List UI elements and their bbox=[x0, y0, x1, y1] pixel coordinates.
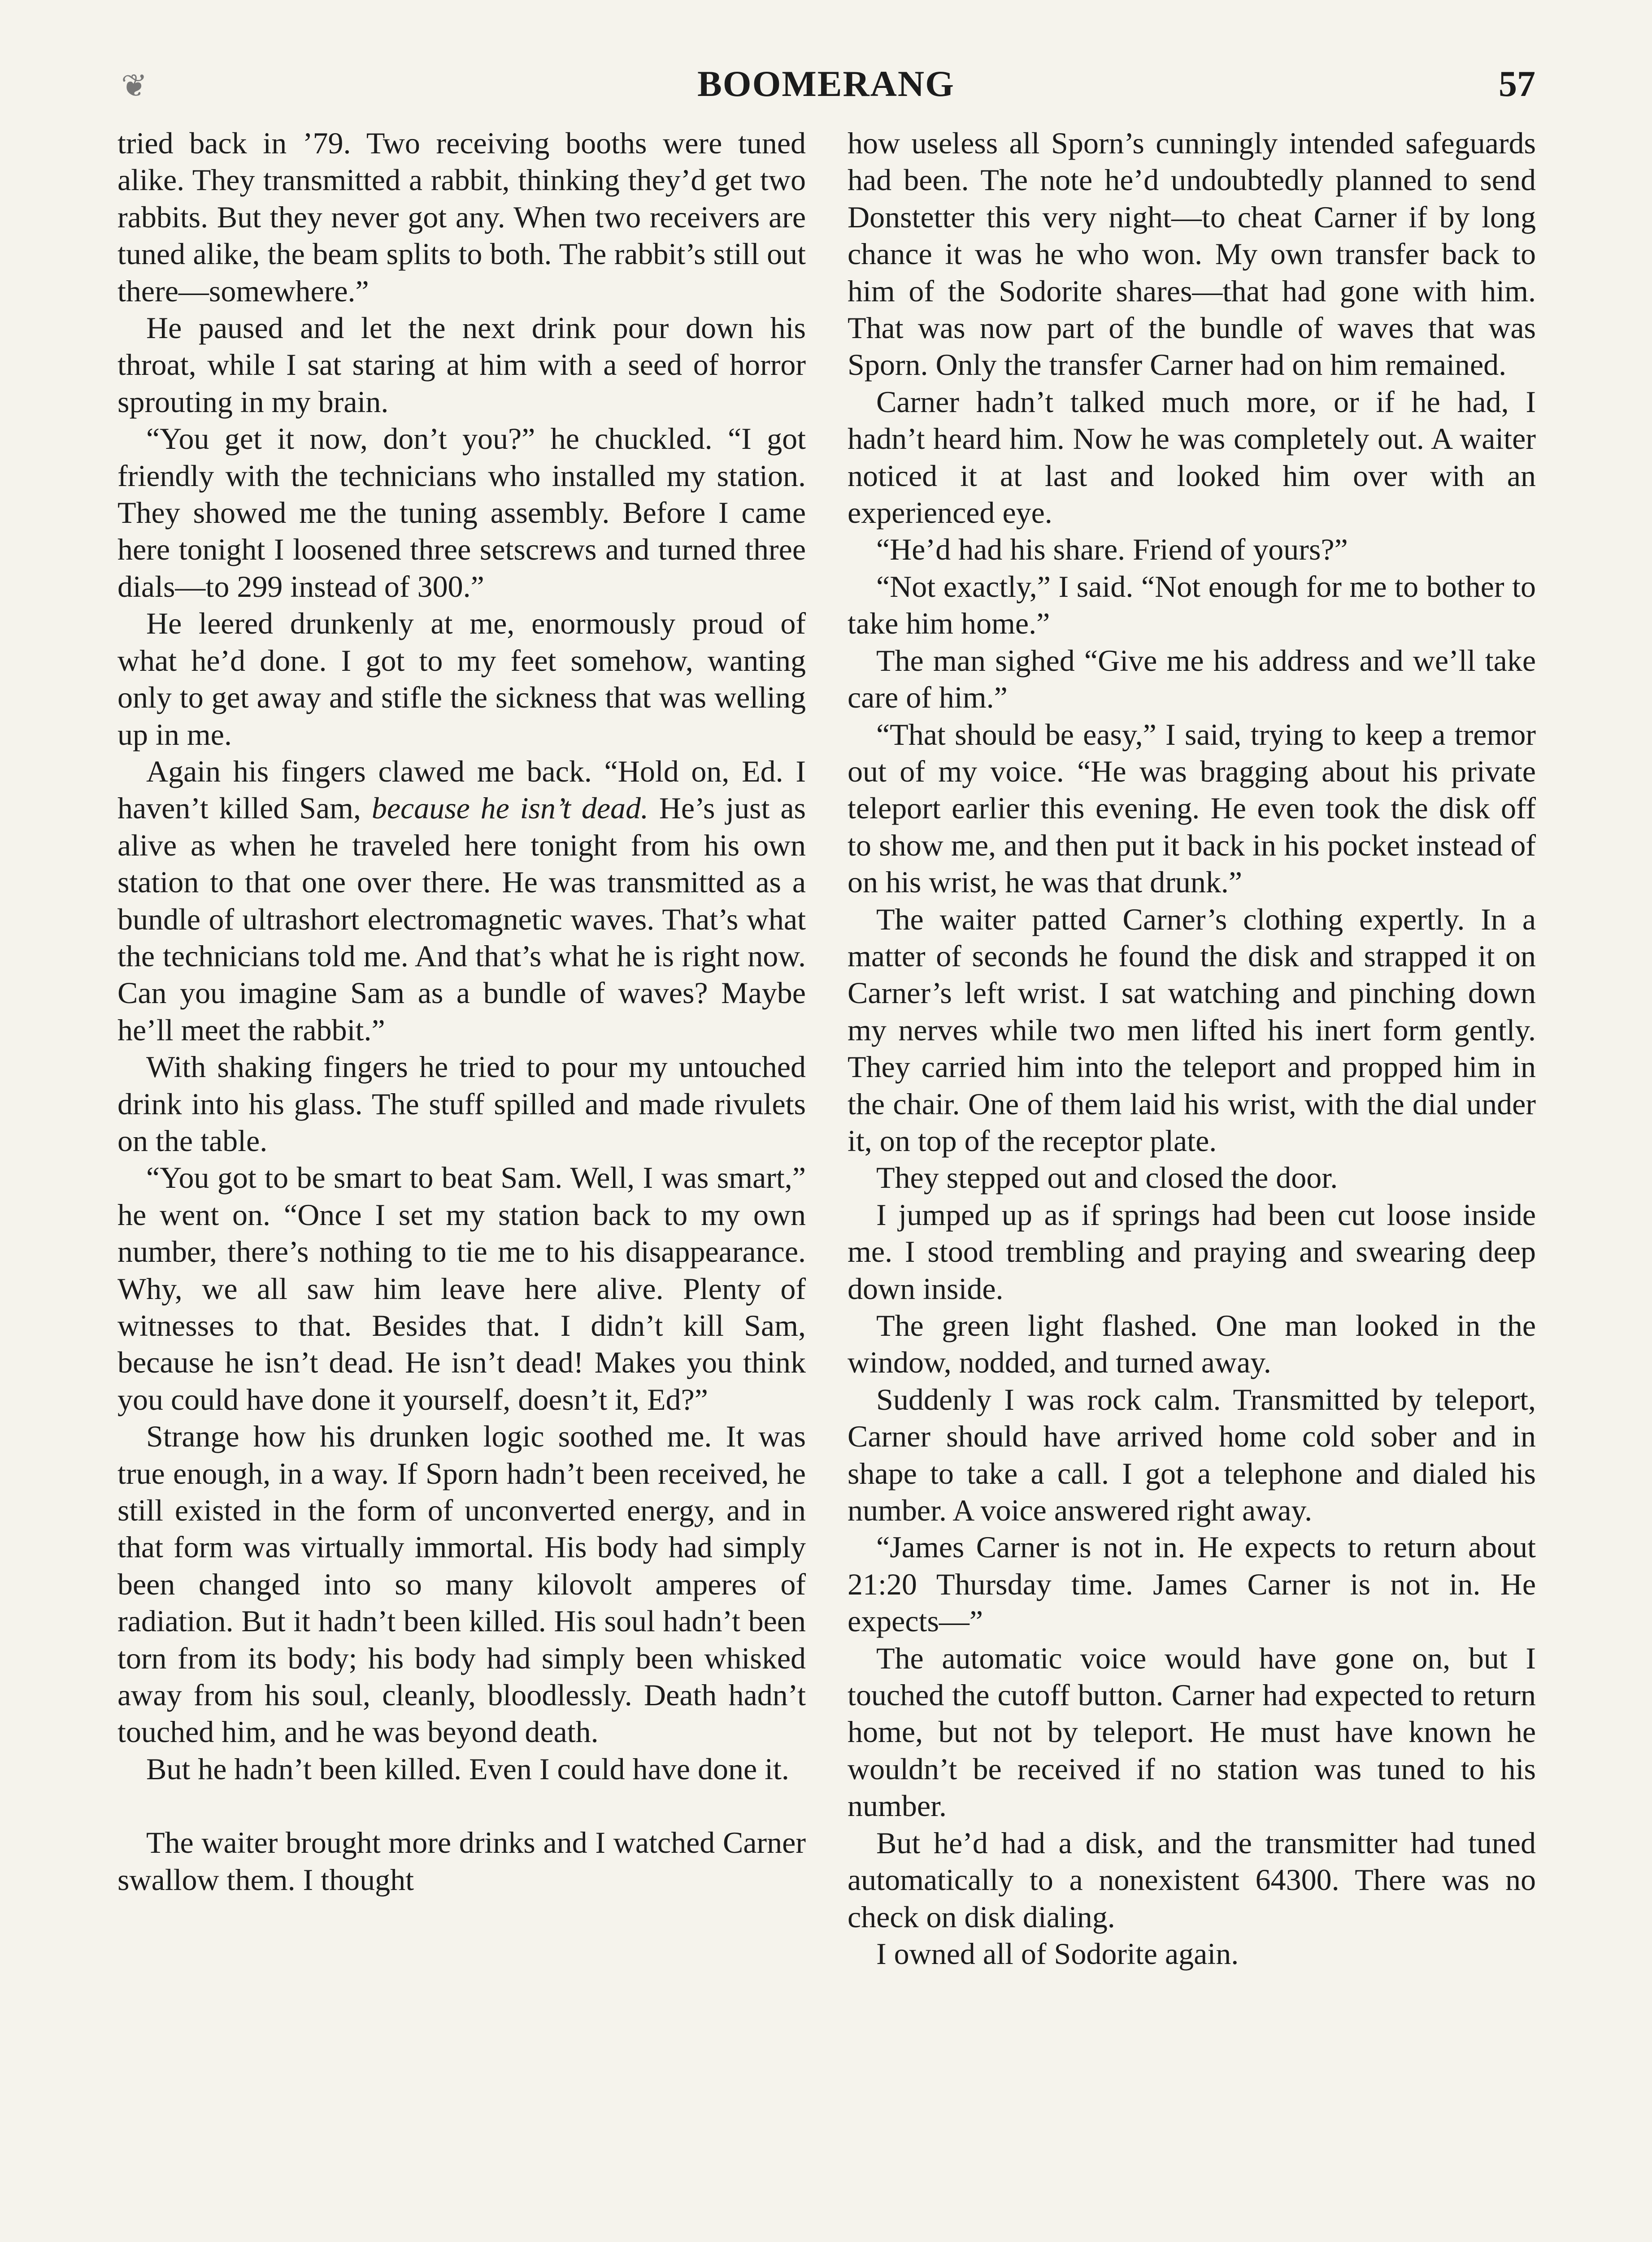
paragraph bbox=[117, 753, 806, 1048]
page-number: 57 bbox=[1499, 63, 1535, 104]
paragraph: They stepped out and closed the door. bbox=[876, 1160, 1338, 1195]
paragraph: “You got to be smart to beat Sam. Well, I was smart,” he went on. “Once I set my station back to my own number, there’s nothing to tie me to his disappearance. Why, we all saw him leave here alive. Plenty of witnesses to that. Besides that. I didn’t kill Sam, because he isn’t dead. He isn’t dead! Makes you think you could have done it yourself, doesn’t it, Ed?” bbox=[117, 1160, 806, 1416]
left-column bbox=[117, 125, 806, 1898]
paragraph: With shaking fingers he tried to pour my untouched drink into his glass. The stuff spilled and made rivulets on the table. bbox=[117, 1050, 806, 1158]
paragraph: Carner hadn’t talked much more, or if he had, I hadn’t heard him. Now he was completely out. A waiter noticed it at last and looked him over with an experienced eye. bbox=[848, 384, 1536, 530]
page-header bbox=[117, 63, 1535, 112]
paragraph: “He’d had his share. Friend of yours?” bbox=[876, 532, 1348, 567]
paragraph: The automatic voice would have gone on, but I touched the cutoff button. Carner had expected to return home, but not by teleport. He must have known he wouldn’t be received if no station was tuned to his number. bbox=[848, 1641, 1536, 1823]
paragraph: how useless all Sporn’s cunningly intended safeguards had been. The note he’d undoubtedly planned to send Donstetter this very night—to cheat Carner if by long chance it was he who won. My own transfer back to him of the Sodorite shares—that had gone with him. That was now part of the bundle of waves that was Sporn. Only the transfer Carner had on him remained. bbox=[848, 126, 1536, 382]
paragraph: I owned all of Sodorite again. bbox=[876, 1936, 1239, 1971]
paragraph: Strange how his drunken logic soothed me. It was true enough, in a way. If Sporn hadn’t been received, he still existed in the form of unconverted energy, and in that form was virtually immortal. His body had simply been changed into so many kilovolt amperes of radiation. But it hadn’t been killed. His soul hadn’t been torn from its body; his body had simply been whisked away from his soul, cleanly, bloodlessly. Death hadn’t touched him, and he was beyond death. bbox=[117, 1419, 806, 1749]
paragraph: “You get it now, don’t you?” he chuckled. “I got friendly with the technicians who installed my station. They showed me the tuning assembly. Before I came here tonight I loosened three setscrews and turned three dials—to 299 instead of 300.” bbox=[117, 421, 806, 604]
paragraph: The man sighed “Give me his address and we’ll take care of him.” bbox=[848, 643, 1536, 715]
paragraph: The green light flashed. One man looked in the window, nodded, and turned away. bbox=[848, 1308, 1536, 1380]
paragraph: “Not exactly,” I said. “Not enough for me to bother to take him home.” bbox=[848, 569, 1536, 641]
paragraph: Suddenly I was rock calm. Transmitted by teleport, Carner should have arrived home cold sober and in shape to take a call. I got a telephone and dialed his number. A voice answered right away. bbox=[848, 1382, 1536, 1528]
paragraph: “That should be easy,” I said, trying to keep a tremor out of my voice. “He was bragging about his private teleport earlier this evening. He even took the disk off to show me, and then put it back in his pocket instead of on his wrist, he was that drunk.” bbox=[848, 717, 1536, 899]
paragraph: But he hadn’t been killed. Even I could have done it. bbox=[146, 1751, 789, 1786]
paragraph: tried back in ’79. Two receiving booths were tuned alike. They transmitted a rabbit, thinking they’d get two rabbits. But they never got any. When two receivers are tuned alike, the beam splits to both. The rabbit’s still out there—somewhere.” bbox=[117, 126, 806, 308]
corner-ornament-icon: ❦ bbox=[121, 69, 148, 104]
paragraph-text: He’s just as alive as when he traveled here tonight from his own station to that one over there. He was transmitted as a bundle of ultrashort electromagnetic waves. That’s what the technicians told me. And that’s what he is right now. Can you imagine Sam as a bundle of waves? Maybe he’ll meet the rabbit.” bbox=[117, 791, 806, 1047]
paragraph: I jumped up as if springs had been cut loose inside me. I stood trembling and praying and swearing deep down inside. bbox=[848, 1197, 1536, 1306]
running-title: BOOMERANG bbox=[697, 63, 955, 104]
paragraph: The waiter brought more drinks and I watched Carner swallow them. I thought bbox=[117, 1825, 806, 1897]
italic-emphasis: because he isn’t dead. bbox=[371, 791, 649, 826]
paragraph: He leered drunkenly at me, enormously proud of what he’d done. I got to my feet somehow, wanting only to get away and stifle the sickness that was welling up in me. bbox=[117, 606, 806, 752]
paragraph: He paused and let the next drink pour down his throat, while I sat staring at him with a seed of horror sprouting in my brain. bbox=[117, 311, 806, 419]
paragraph: “James Carner is not in. He expects to return about 21:20 Thursday time. James Carner is not in. He expects—” bbox=[848, 1530, 1536, 1638]
right-column bbox=[848, 125, 1536, 1972]
paragraph: But he’d had a disk, and the transmitter had tuned automatically to a nonexistent 64300. There was no check on disk dialing. bbox=[848, 1825, 1536, 1934]
paragraph-text: Again his fingers clawed me back. “Hold on, Ed. I haven’t killed Sam, bbox=[117, 754, 806, 826]
paragraph: The waiter patted Carner’s clothing expertly. In a matter of seconds he found the disk and strapped it on Carner’s left wrist. I sat watching and pinching down my nerves while two men lifted his inert form gently. They carried him into the teleport and propped him in the chair. One of them laid his wrist, with the dial under it, on top of the receptor plate. bbox=[848, 902, 1536, 1158]
